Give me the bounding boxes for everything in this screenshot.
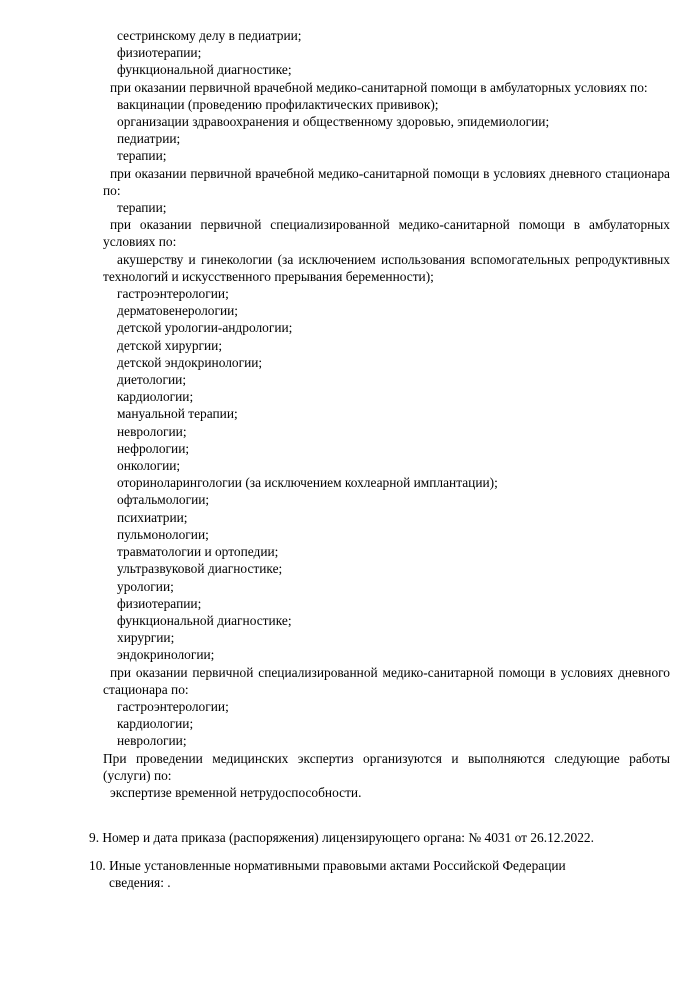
section-heading: при оказании первичной врачебной медико-санитарной помощи в амбулаторных условиях по: <box>110 79 648 95</box>
list-item: оториноларингологии (за исключением кохлеарной имплантации); <box>117 475 498 491</box>
list-item: пульмонологии; <box>117 526 209 542</box>
item-10-other-info <box>89 857 679 891</box>
item-9-order-number: 9. Номер и дата приказа (распоряжения) лицензирующего органа: № 4031 от 26.12.2022. <box>89 830 594 845</box>
list-item: терапии; <box>117 200 167 216</box>
list-item: кардиологии; <box>117 389 194 405</box>
list-item: эндокринологии; <box>117 647 215 663</box>
section-heading: при оказании первичной специализированной медико-санитарной помощи в амбулаторных условиях по: <box>103 217 670 250</box>
list-item: экспертизе временной нетрудоспособности. <box>110 784 362 800</box>
list-item: урологии; <box>117 578 174 594</box>
list-item: педиатрии; <box>117 131 181 147</box>
list-item: нефрологии; <box>117 440 190 456</box>
list-item: хирургии; <box>117 630 175 646</box>
list-item: функциональной диагностике; <box>117 612 292 628</box>
list-item: акушерству и гинекологии (за исключением использования вспомогательных репродуктивных технологий и искусственного прерывания беременности); <box>103 251 670 284</box>
list-item: вакцинации (проведению профилактических прививок); <box>117 96 439 112</box>
list-item: терапии; <box>117 148 167 164</box>
top-items <box>103 27 670 79</box>
section-heading: при оказании первичной специализированной медико-санитарной помощи в условиях дневного стационара по: <box>103 664 670 697</box>
list-item: организации здравоохранения и общественному здоровью, эпидемиологии; <box>117 114 550 130</box>
section-expertise <box>103 750 670 802</box>
list-item: гастроэнтерологии; <box>117 698 229 714</box>
item-10-line-2: сведения: . <box>109 875 171 891</box>
list-item: мануальной терапии; <box>117 406 238 422</box>
list-item: детской урологии-андрологии; <box>117 320 293 336</box>
list-item: неврологии; <box>117 423 187 439</box>
section-heading: При проведении медицинских экспертиз организуются и выполняются следующие работы (услуги) по: <box>103 750 670 783</box>
license-services-list <box>103 27 670 801</box>
section-day-hospital-doctor <box>103 165 670 217</box>
list-item: сестринскому делу в педиатрии; <box>117 28 302 43</box>
list-item: физиотерапии; <box>117 45 202 61</box>
list-item: физиотерапии; <box>117 595 202 611</box>
section-ambulatory-doctor <box>103 79 670 165</box>
list-item: травматологии и ортопедии; <box>117 544 279 560</box>
section-ambulatory-specialized <box>103 216 670 663</box>
list-item: офтальмологии; <box>117 492 210 508</box>
list-item: онкологии; <box>117 458 181 474</box>
list-item: кардиологии; <box>117 716 194 732</box>
list-item: диетологии; <box>117 372 187 388</box>
list-item: детской хирургии; <box>117 337 223 353</box>
list-item: неврологии; <box>117 733 187 749</box>
list-item: функциональной диагностике; <box>117 62 292 78</box>
list-item: дерматовенерологии; <box>117 303 239 319</box>
section-heading: при оказании первичной врачебной медико-санитарной помощи в условиях дневного стационара по: <box>103 165 670 198</box>
list-item: гастроэнтерологии; <box>117 286 229 302</box>
item-10-line-1: 10. Иные установленные нормативными правовыми актами Российской Федерации <box>89 858 566 873</box>
list-item: детской эндокринологии; <box>117 354 263 370</box>
list-item: психиатрии; <box>117 509 188 525</box>
list-item: ультразвуковой диагностике; <box>117 561 283 577</box>
section-day-hospital-specialized <box>103 664 670 750</box>
